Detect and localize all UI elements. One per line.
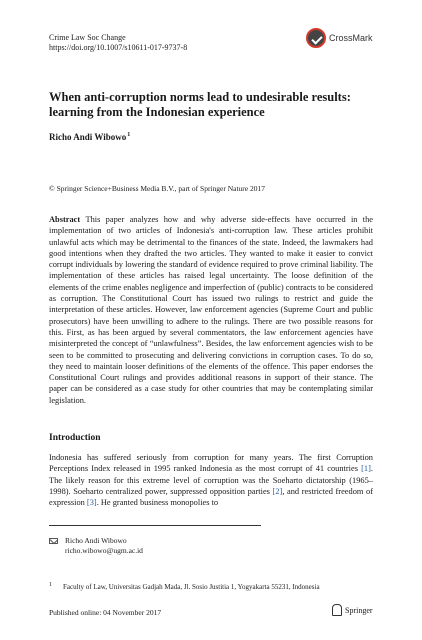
abstract-text: This paper analyzes how and why adverse side-effects have occurred in the implementation of two articles of Indonesia's anti-corruption law. These articles prohibit unlawful acts which may be detrimental to the finances of the state. Indeed, the lawmakers had good intentions when they drafted the two articles. They wanted to make it easier to convict corrupt individuals by lowering the standard of evidence required to prove criminal liability. The implementation of these articles has raised legal uncertainty. The loose definition of the elements of the crime enables negligence and imperfection of (public) contracts to be considered as corruption. The Constitutional Court has issued two rulings to restrict and guide the interpretation of these articles. However, law enforcement agencies (Supreme Court and public prosecutors) have been unwilling to adhere to the rulings. There are two possible reasons for this. First, as has been argued by several commentators, the law enforcement agencies have misinterpreted the concept of “unlawfulness”. Besides, the law enforcement agencies wish to be seen to be committed to prosecuting and delivering convictions in corruption cases. To do so, they need to maintain looser definitions of the elements of the offence. This paper endorses the Constitutional Court rulings and provides additional reasons in support of their stance. The paper can be considered as a case study for other countries that may be contemplating similar legislation. (49, 215, 374, 405)
intro-text-3: , and restricted freedom of expression (49, 486, 373, 508)
citation-link-2[interactable]: [2] (272, 486, 283, 496)
footnote-affiliation: Faculty of Law, Universitas Gadjah Mada, Jl. Sosio Justitia 1, Yogyakarta 55231, Indonesia (63, 583, 320, 591)
copyright-notice: © Springer Science+Business Media B.V., part of Springer Nature 2017 (49, 184, 266, 193)
author-affiliation-mark: 1 (127, 132, 131, 138)
intro-text-4: . He granted business monopolies to (96, 498, 219, 508)
crossmark-label: CrossMark (329, 33, 373, 43)
citation-link-1[interactable]: [1] (361, 464, 371, 474)
introduction-paragraph (49, 452, 373, 508)
author-line (49, 132, 130, 142)
publisher-logo (332, 604, 373, 616)
abstract (49, 214, 373, 406)
intro-text-1: Indonesia has suffered seriously from corruption for many years. The first Corruption Perceptions Index released in 1995 ranked Indonesia as the most corrupt of 41 countries (49, 453, 373, 474)
journal-name: Crime Law Soc Change (49, 33, 126, 42)
citation-link-3[interactable]: [3] (86, 498, 97, 508)
author-name: Richo Andi Wibowo (49, 132, 127, 142)
corresponding-author-email[interactable]: richo.wibowo@ugm.ac.id (65, 546, 143, 555)
publisher-name: Springer (345, 605, 373, 615)
published-date: Published online: 04 November 2017 (49, 608, 162, 617)
intro-text-2: . The likely reason for this extreme level of corruption was the Soeharto dictatorship (1965–1998). Soeharto centralized power, suppressed opposition parties (49, 464, 373, 496)
section-heading-introduction: Introduction (49, 433, 101, 443)
paper-title: When anti-corruption norms lead to undesirable results: learning from the Indonesian experience (49, 90, 351, 119)
footnote-divider (49, 525, 261, 526)
corresponding-author-name: Richo Andi Wibowo (65, 536, 127, 545)
doi-link[interactable]: https://doi.org/10.1007/s10611-017-9737-8 (49, 43, 188, 52)
abstract-label: Abstract (49, 215, 81, 224)
crossmark-badge[interactable] (306, 27, 376, 49)
crossmark-icon (306, 28, 326, 48)
mail-icon (49, 538, 58, 544)
footnote-mark: 1 (49, 582, 52, 588)
springer-horse-icon (332, 604, 342, 616)
